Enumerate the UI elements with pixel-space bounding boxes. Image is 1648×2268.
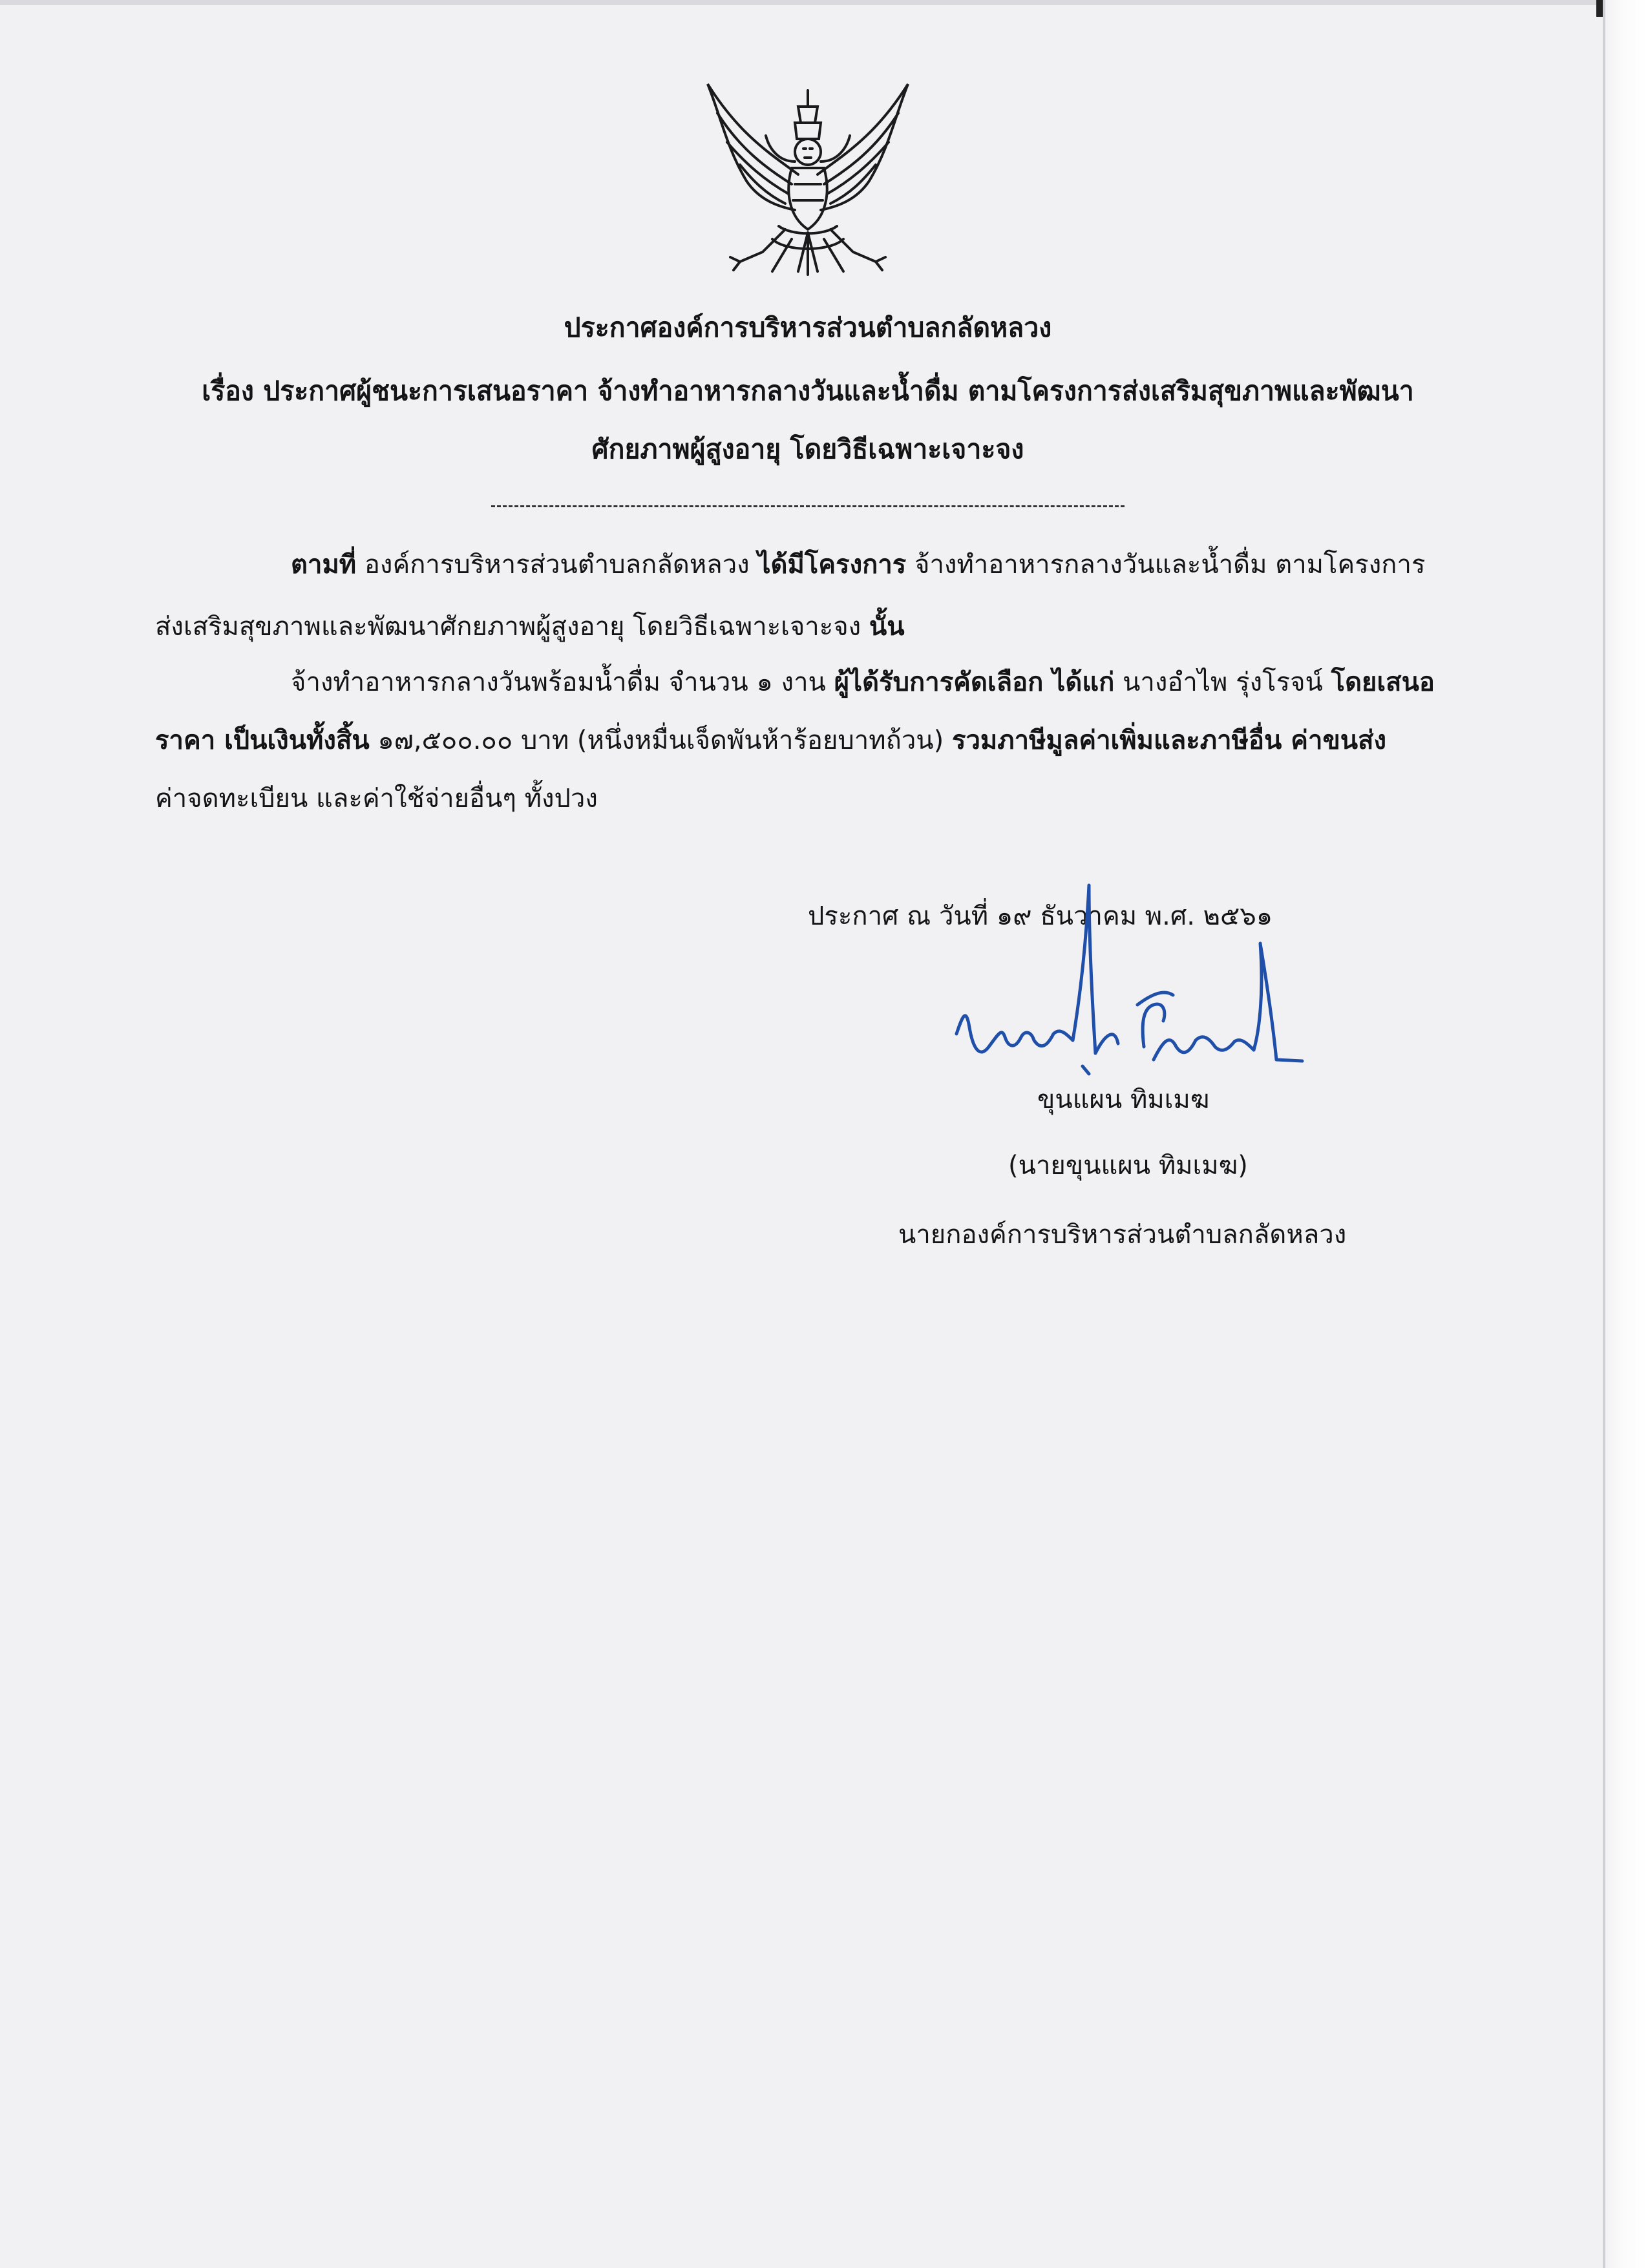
announcement-date: ประกาศ ณ วันที่ ๑๙ ธันวาคม พ.ศ. ๒๕๖๑	[808, 901, 1273, 931]
p1-intro-bold: ตามที่	[291, 550, 357, 580]
p2-total-bold: ราคา เป็นเงินทั้งสิ้น	[155, 726, 370, 755]
announcement-subject-line-1	[129, 373, 1486, 408]
announcement-title: ประกาศองค์การบริหารส่วนตำบลกลัดหลวง	[564, 312, 1052, 343]
signature-mark	[950, 872, 1312, 1092]
p2-work-text: จ้างทำอาหารกลางวันพร้อมน้ำดื่ม จำนวน ๑ งาน	[291, 667, 834, 697]
paragraph-1-line-1	[291, 548, 1425, 582]
announcement-subject-line-2: ศักยภาพผู้สูงอายุ โดยวิธีเฉพาะเจาะจง	[591, 434, 1024, 465]
p1-line2-bold: นั้น	[869, 612, 905, 642]
p1-org-text: องค์การบริหารส่วนตำบลกลัดหลวง	[356, 550, 758, 580]
paragraph-1-line-2	[155, 610, 905, 644]
p2-amount-text: ๑๗,๕๐๐.๐๐ บาท (หนึ่งหมื่นเจ็ดพันห้าร้อยบาทถ้วน)	[369, 726, 952, 755]
subject-label: เรื่อง	[202, 375, 254, 406]
paragraph-2-line-3: ค่าจดทะเบียน และค่าใช้จ่ายอื่นๆ ทั้งปวง	[155, 784, 598, 814]
p1-project-text: จ้างทำอาหารกลางวันและน้ำดื่ม ตามโครงการ	[906, 550, 1426, 580]
p2-tax-bold: รวมภาษีมูลค่าเพิ่มและภาษีอื่น ค่าขนส่ง	[951, 726, 1387, 755]
signer-name: ขุนแผน ทิมเมฆ	[1037, 1085, 1210, 1115]
p2-winner-text: นางอำไพ รุ่งโรจน์	[1114, 667, 1331, 697]
scan-top-edge	[0, 0, 1648, 5]
scan-right-edge	[1603, 0, 1648, 2268]
scan-corner-mark	[1596, 0, 1603, 17]
paragraph-2-line-1	[291, 666, 1435, 699]
p1-line2-text: ส่งเสริมสุขภาพและพัฒนาศักยภาพผู้สูงอายุ โดยวิธีเฉพาะเจาะจง	[155, 612, 869, 642]
garuda-emblem-icon	[701, 78, 914, 284]
p2-offer-bold: โดยเสนอ	[1331, 667, 1435, 697]
separator-rule	[491, 505, 1125, 507]
subject-text: ประกาศผู้ชนะการเสนอราคา จ้างทำอาหารกลางวันและน้ำดื่ม ตามโครงการส่งเสริมสุขภาพและพัฒนา	[263, 375, 1414, 406]
paragraph-2-line-2	[155, 724, 1386, 757]
signer-title: นายกองค์การบริหารส่วนตำบลกลัดหลวง	[898, 1220, 1347, 1250]
p2-selected-bold: ผู้ได้รับการคัดเลือก ได้แก่	[834, 667, 1115, 697]
signer-full-name: (นายขุนแผน ทิมเมฆ)	[1008, 1151, 1248, 1181]
p1-project-bold: ได้มีโครงการ	[757, 550, 907, 580]
